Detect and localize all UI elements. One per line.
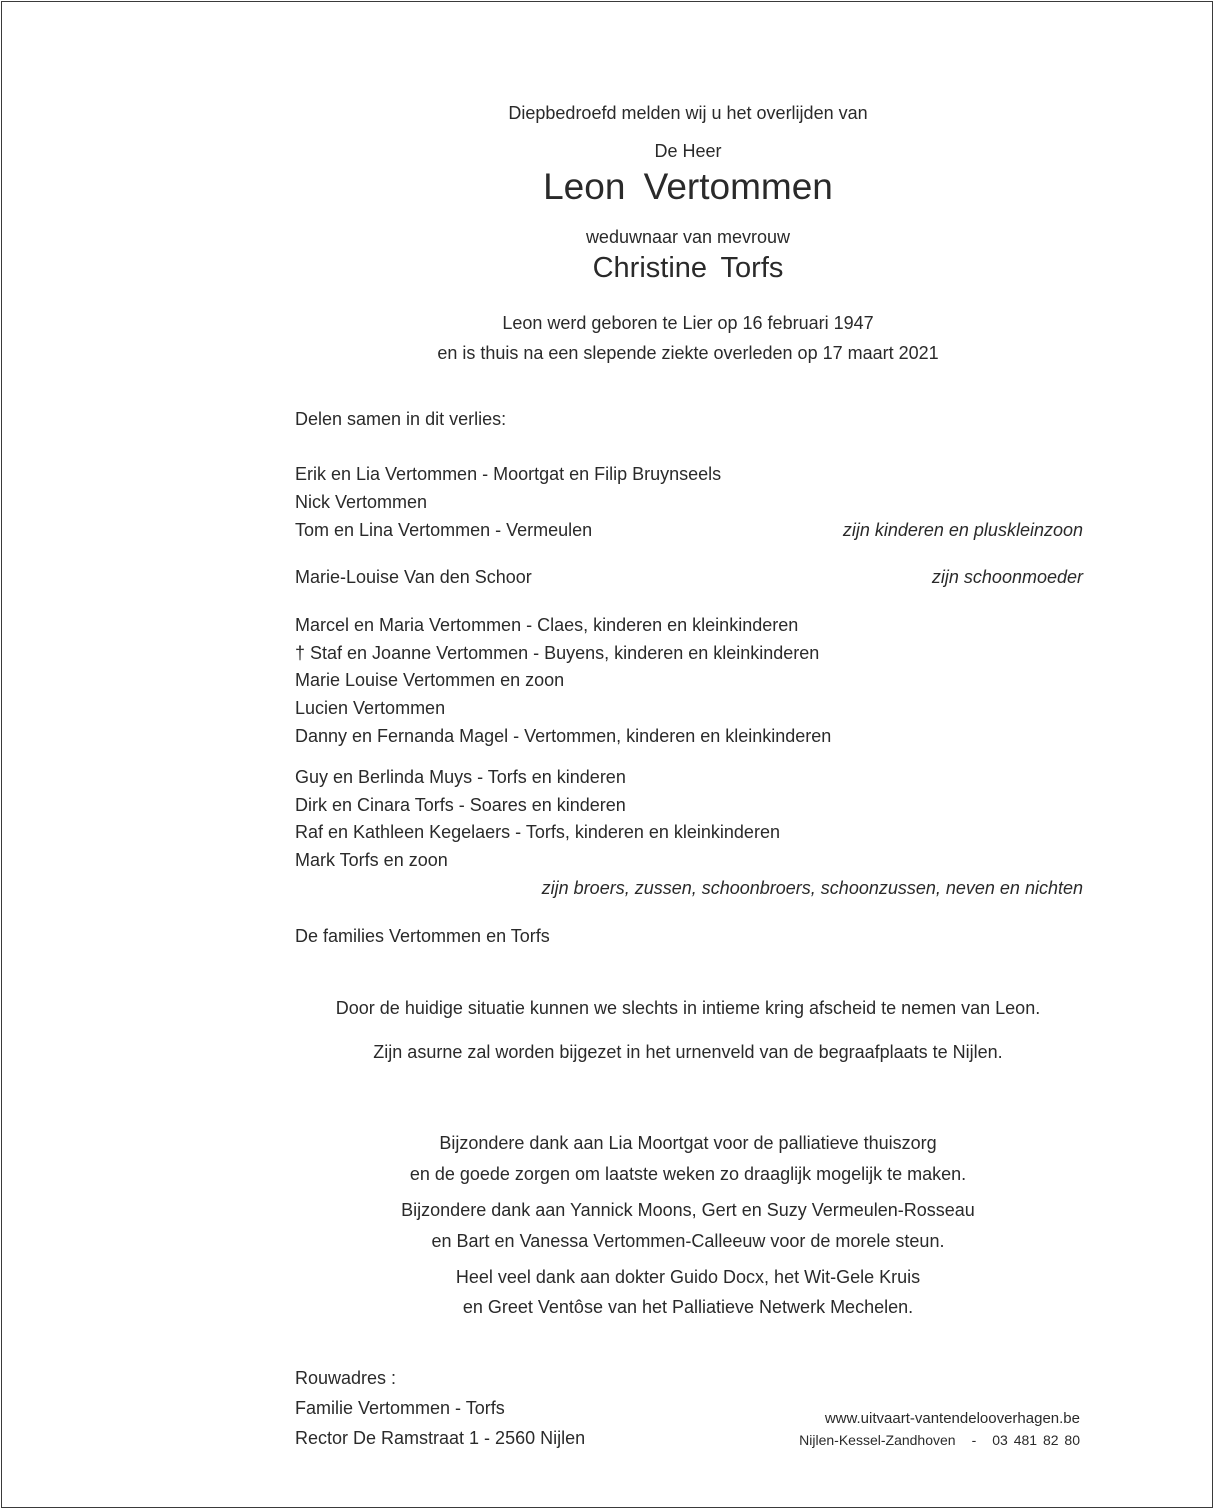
- address-family: Familie Vertommen - Torfs: [295, 1398, 505, 1418]
- born-line: Leon werd geboren te Lier op 16 februari 1947: [502, 313, 874, 333]
- child-line: Tom en Lina Vertommen - Vermeulen: [295, 520, 593, 540]
- sibling-line: Mark Torfs en zoon: [295, 850, 448, 870]
- families-line: De families Vertommen en Torfs: [295, 926, 550, 946]
- thanks-line: Heel veel dank aan dokter Guido Docx, het Wit-Gele Kruis: [455, 1267, 921, 1287]
- address-label: Rouwadres :: [295, 1368, 397, 1388]
- child-line: Erik en Lia Vertommen - Moortgat en Filip Bruynseels: [295, 464, 722, 484]
- thanks-line: Bijzondere dank aan Yannick Moons, Gert en Suzy Vermeulen-Rosseau: [401, 1200, 975, 1220]
- siblings-relation: zijn broers, zussen, schoonbroers, schoonzussen, neven en nichten: [541, 878, 1083, 898]
- intro-text: Diepbedroefd melden wij u het overlijden van: [508, 103, 868, 123]
- sibling-line: Dirk en Cinara Torfs - Soares en kinderen: [295, 795, 626, 815]
- funeral-home-website: www.uitvaart-vantendelooverhagen.be: [824, 1410, 1080, 1427]
- mother-in-law-relation: zijn schoonmoeder: [931, 567, 1083, 587]
- thanks-line: Bijzondere dank aan Lia Moortgat voor de palliatieve thuiszorg: [439, 1133, 937, 1153]
- farewell-line: Zijn asurne zal worden bijgezet in het urnenveld van de begraafplaats te Nijlen.: [373, 1042, 1003, 1062]
- sibling-line: Marie Louise Vertommen en zoon: [295, 670, 565, 690]
- title-prefix: De Heer: [654, 141, 722, 161]
- funeral-home-contact: [799, 1432, 1080, 1448]
- thanks-line: en Bart en Vanessa Vertommen-Calleeuw voor de morele steun.: [431, 1231, 945, 1251]
- thanks-line: en de goede zorgen om laatste weken zo draaglijk mogelijk te maken.: [409, 1164, 967, 1184]
- widower-line: weduwnaar van mevrouw: [585, 227, 791, 247]
- sibling-line: † Staf en Joanne Vertommen - Buyens, kinderen en kleinkinderen: [295, 643, 820, 663]
- sibling-line: Raf en Kathleen Kegelaers - Torfs, kinderen en kleinkinderen: [295, 822, 780, 842]
- address-street: Rector De Ramstraat 1 - 2560 Nijlen: [295, 1428, 586, 1448]
- died-line: en is thuis na een slepende ziekte overleden op 17 maart 2021: [437, 343, 939, 363]
- spouse-name: Christine Torfs: [592, 252, 784, 284]
- mother-in-law-name: Marie-Louise Van den Schoor: [295, 567, 532, 587]
- deceased-name: Leon Vertommen: [543, 166, 833, 207]
- farewell-line: Door de huidige situatie kunnen we slechts in intieme kring afscheid te nemen van Leon.: [335, 998, 1041, 1018]
- sibling-line: Lucien Vertommen: [295, 698, 446, 718]
- child-line: Nick Vertommen: [295, 492, 428, 512]
- separator: -: [971, 1432, 977, 1448]
- funeral-home-phone: 03 481 82 80: [992, 1432, 1080, 1448]
- sibling-line: Marcel en Maria Vertommen - Claes, kinderen en kleinkinderen: [295, 615, 799, 635]
- funeral-home-locations: Nijlen-Kessel-Zandhoven: [799, 1432, 956, 1448]
- children-relation: zijn kinderen en pluskleinzoon: [842, 520, 1083, 540]
- sibling-line: Guy en Berlinda Muys - Torfs en kinderen: [295, 767, 626, 787]
- thanks-line: en Greet Ventôse van het Palliatieve Netwerk Mechelen.: [462, 1297, 914, 1317]
- sibling-line: Danny en Fernanda Magel - Vertommen, kinderen en kleinkinderen: [295, 726, 832, 746]
- share-heading: Delen samen in dit verlies:: [295, 409, 507, 429]
